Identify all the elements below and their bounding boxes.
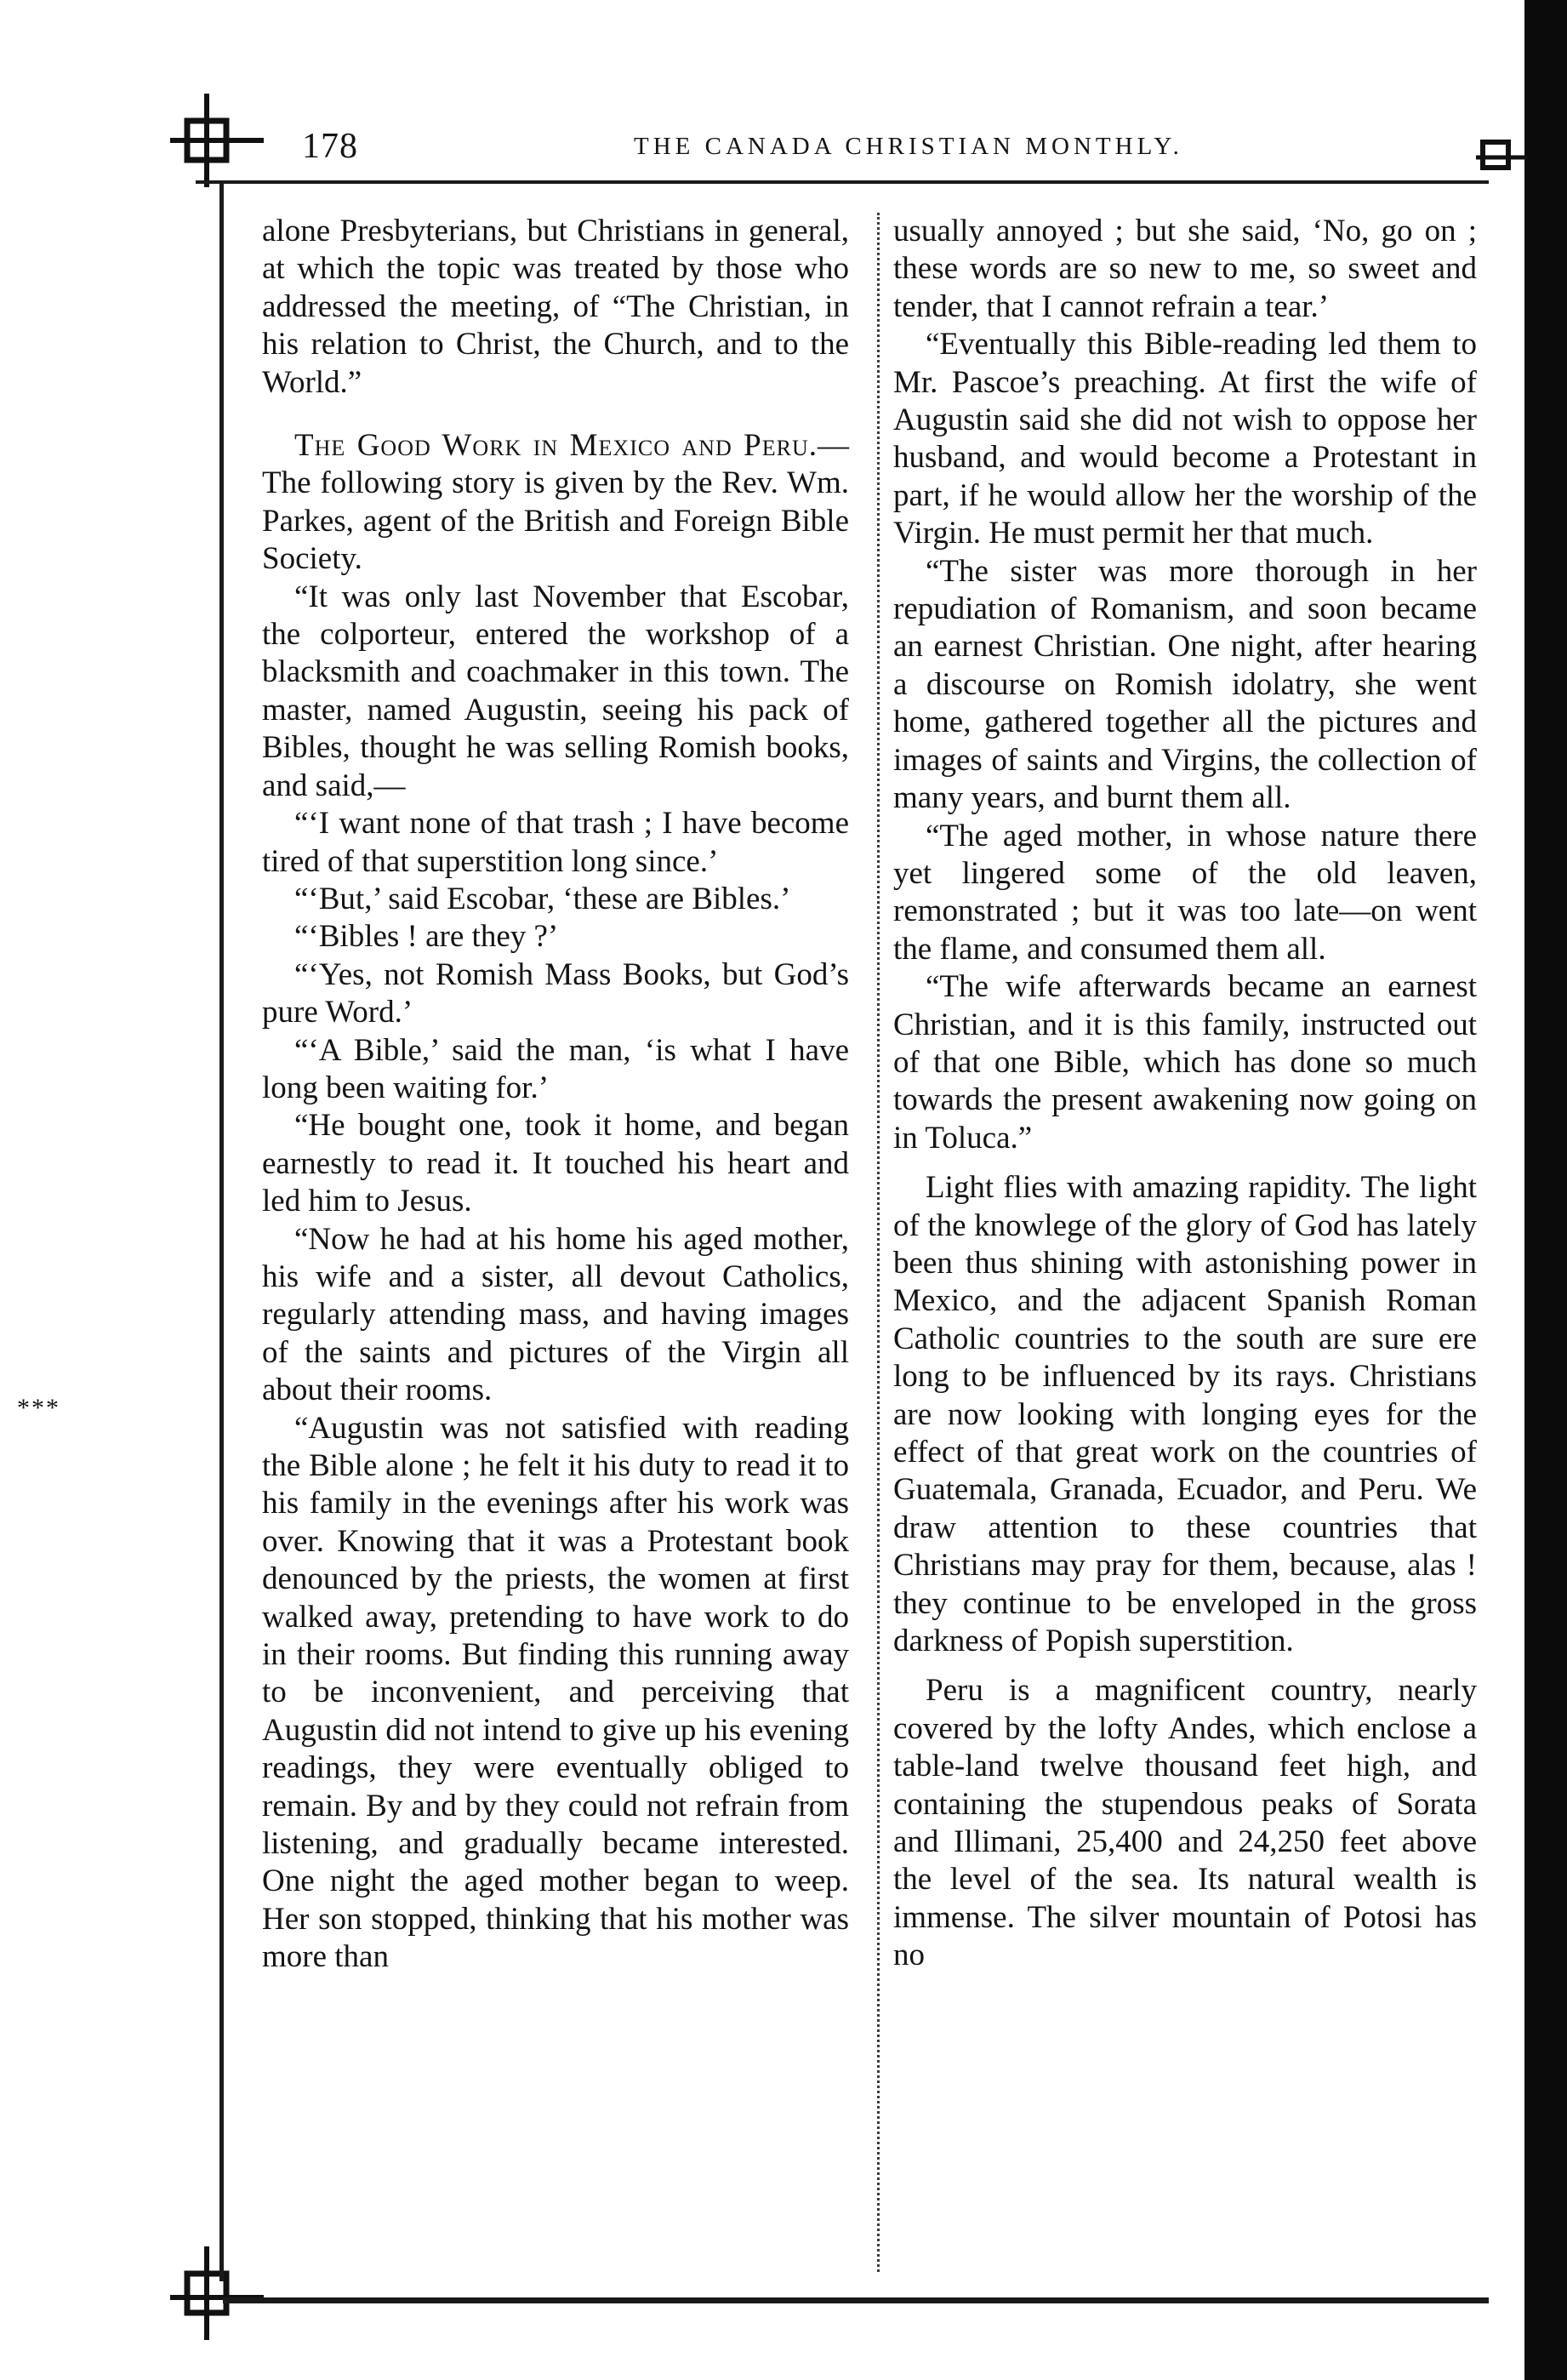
scan-edge-shadow [1524,0,1567,2380]
page-number: 178 [302,127,358,166]
paragraph: “The wife afterwards became an earnest Christian, and it is this family, instructed out of that one Bible, which has done so much towards the present awakening now going on in Toluca.” [893,969,1477,1156]
paragraph: “‘A Bible,’ said the man, ‘is what I have long been waiting for.’ [262,1032,849,1105]
paragraph: “Now he had at his home his aged mother, his wife and a sister, all devout Catholics, regularly attending mass, and having images of the saints and pictures of the Virgin all about their rooms. [262,1221,849,1408]
paragraph: Light flies with amazing rapidity. The light of the knowlege of the glory of God has lately been thus shining with astonishing power in Mexico, and the adjacent Spanish Roman Catholic countries to the south are sure ere long to be influenced by its rays. Christians are now looking with longing eyes for the effect of that great work on the countries of Guatemala, Granada, Ecuador, and Peru. We draw attention to these countries that Christians may pray for them, because, alas ! they continue to be enveloped in the gross darkness of Popish superstition. [893,1170,1477,1659]
paragraph: usually annoyed ; but she said, ‘No, go on ; these words are so new to me, so sweet and tender, that I cannot refrain a tear.’ [893,214,1477,324]
paragraph: Peru is a magnificent country, nearly covered by the lofty Andes, which enclose a table-land twelve thousand feet high, and containing the stupendous peaks of Sorata and Illimani, 25,400 and 24,250 feet above the level of the sea. Its natural wealth is immense. The silver mountain of Potosi has no [893,1673,1477,1973]
journal-title: THE CANADA CHRISTIAN MONTHLY. [634,133,1183,160]
header-rule [196,180,1489,184]
paragraph: “The sister was more thorough in her repudiation of Romanism, and soon became an earnest Christian. One night, after hearing a discourse on Romish idolatry, she went home, gathered together all the pictures and images of saints and Virgins, the collection of many years, and burnt them all. [893,553,1477,816]
paragraph: “The aged mother, in whose nature there yet lingered some of the old leaven, remonstrated ; but it was too late—on went the flame, and consumed them all. [893,818,1477,967]
paragraph: alone Presbyterians, but Christians in general, at which the topic was treated by those who addressed the meeting, of “The Christian, in his relation to Christ, the Church, and to the World.” [262,214,849,400]
right-column [893,213,1477,1975]
left-column [262,213,849,1977]
paragraph: “‘Yes, not Romish Mass Books, but God’s pure Word.’ [262,956,849,1030]
section-paragraph [262,427,849,579]
paragraph: “‘Bibles ! are they ?’ [294,919,559,955]
corner-ornament-bottom-left [170,2246,264,2340]
section-heading: The Good Work in Mexico and Peru. [294,428,818,464]
paragraph: “‘But,’ said Escobar, ‘these are Bibles.’ [294,881,791,916]
paragraph: “It was only last November that Escobar, the colporteur, entered the workshop of a blacksmith and coachmaker in this town. The master, named Augustin, seeing his pack of Bibles, thought he was selling Romish books, and said,— [262,579,849,803]
left-frame-rule [219,184,224,2281]
running-head [0,126,1567,172]
paragraph: “‘I want none of that trash ; I have become tired of that superstition long since.’ [262,806,849,879]
paragraph: “Eventually this Bible-reading led them to Mr. Pascoe’s preaching. At first the wife of Augustin said she did not wish to oppose her husband, and would become a Protestant in part, if he would allow her the worship of the Virgin. He must permit her that much. [893,327,1477,551]
bottom-frame-rule [223,2297,1489,2303]
margin-mark: *** [17,1394,60,1422]
paragraph: “Augustin was not satisfied with reading the Bible alone ; he felt it his duty to read it to his family in the evenings after his work was over. Knowing that it was a Protestant book denounced by the priests, the women at first walked away, pretending to have work to do in their rooms. But finding this running away to be inconvenient, and perceiving that Augustin did not intend to give up his evening readings, they were eventually obliged to remain. By and by they could not refrain from listening, and gradually became interested. One night the aged mother began to weep. Her son stopped, thinking that his mother was more than [262,1410,849,1975]
column-divider [877,213,880,2272]
section-lead: —The following story is given by the Rev. Wm. Parkes, agent of the British and Foreign Bible Society. [262,428,849,577]
paragraph: “He bought one, took it home, and began earnestly to read it. It touched his heart and led him to Jesus. [262,1108,849,1219]
